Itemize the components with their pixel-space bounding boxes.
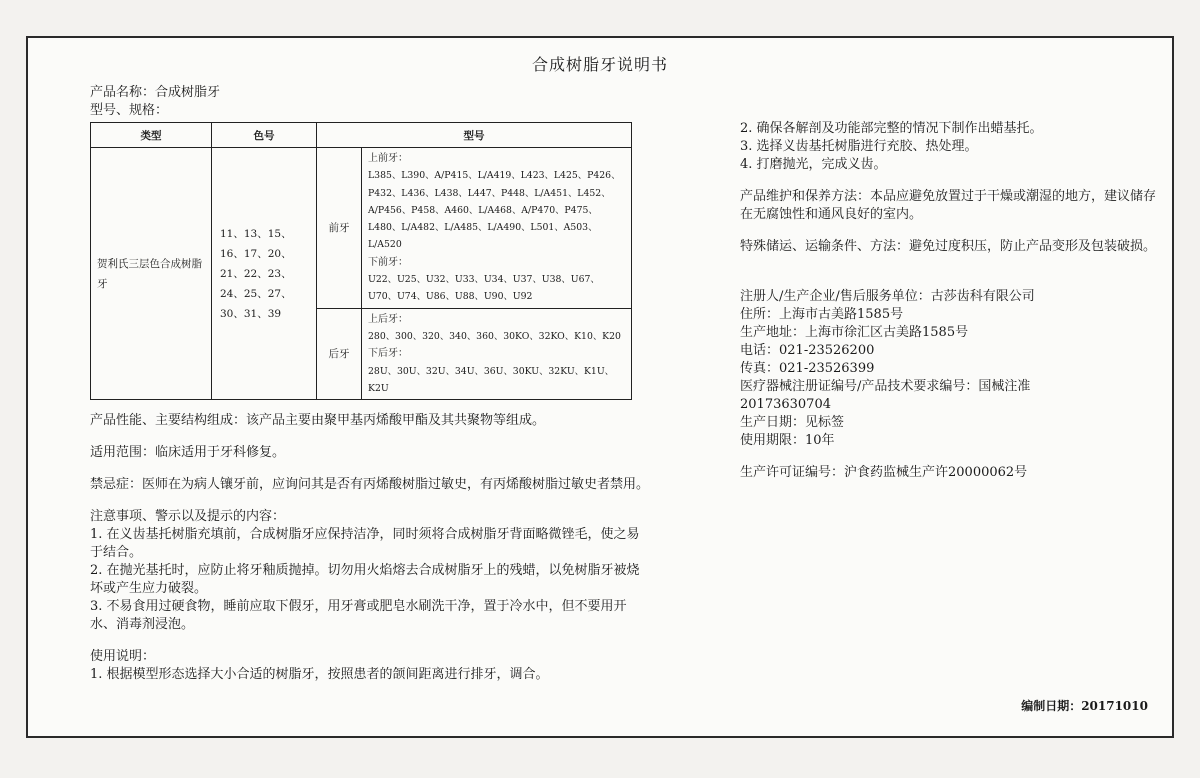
lower-back-models: 28U、30U、32U、34U、36U、30KU、32KU、K1U、K2U xyxy=(368,365,614,394)
usage-item: 1. 根据模型形态选择大小合适的树脂牙，按照患者的颌间距离进行排牙，调合。 xyxy=(90,667,549,683)
instruction-sheet xyxy=(26,36,1174,738)
note-item: 3. 不易食用过硬食物，睡前应取下假牙，用牙膏或肥皂水刷洗干净，置于冷水中，但不要用开水、消毒剂浸泡。 xyxy=(90,599,627,633)
left-column xyxy=(90,84,650,684)
notes-heading: 注意事项、警示以及提示的内容： xyxy=(90,509,286,525)
spacer xyxy=(740,224,1160,238)
spacer xyxy=(740,256,1160,288)
spacer xyxy=(90,494,650,508)
spec-table-header xyxy=(91,123,632,148)
expiry: 使用期限：10年 xyxy=(740,433,835,448)
spacer xyxy=(740,174,1160,188)
usage-heading: 使用说明： xyxy=(90,649,156,665)
maintenance-text: 产品维护和保养方法：本品应避免放置过于干燥或潮湿的地方，建议储存在无腐蚀性和通风良好的室内。 xyxy=(740,189,1157,222)
transport-text: 特殊储运、运输条件、方法：避免过度积压，防止产品变形及包装破损。 xyxy=(740,239,1157,254)
upper-front-models: L385、L390、A/P415、L/A419、L423、L425、P426、P432、L436、L438、L447、P448、L/A451、L452、A/P456、P458、A460、L/A468、A/P470、P475、L480、L/A482、L/A485、L/A490、L501、A503、L/A520 xyxy=(368,170,621,251)
registration-number: 20173630704 xyxy=(740,397,831,412)
upper-back-label: 上后牙： xyxy=(368,313,408,325)
contraindication-text: 禁忌症：医师在为病人镶牙前，应询问其是否有丙烯酸树脂过敏史，有丙烯酸树脂过敏史者禁用。 xyxy=(90,477,650,493)
header-model: 型号 xyxy=(317,123,632,148)
scope-text: 适用范围：临床适用于牙科修复。 xyxy=(90,445,286,461)
usage-item: 3. 选择义齿基托树脂进行充胶、热处理。 xyxy=(740,139,978,154)
registration-label: 医疗器械注册证编号/产品技术要求编号：国械注准 xyxy=(740,379,1031,394)
upper-back-models: 280、300、320、340、360、30KO、32KO、K10、K20 xyxy=(368,330,621,342)
back-teeth-label: 后牙 xyxy=(317,308,362,399)
spacer xyxy=(90,400,650,412)
production-address: 生产地址：上海市徐汇区古美路1585号 xyxy=(740,325,969,340)
note-item: 2. 在抛光基托时，应防止将牙釉质抛掉。切勿用火焰熔去合成树脂牙上的残蜡，以免树脂牙被烧坏或产生应力破裂。 xyxy=(90,563,640,597)
performance-text: 产品性能、主要结构组成：该产品主要由聚甲基丙烯酸甲酯及其共聚物等组成。 xyxy=(90,413,546,429)
usage-item: 2. 确保各解剖及功能部完整的情况下制作出蜡基托。 xyxy=(740,121,1043,136)
phone: 电话：021-23526200 xyxy=(740,343,875,358)
header-type: 类型 xyxy=(91,123,212,148)
front-teeth-label: 前牙 xyxy=(317,148,362,309)
registrant: 注册人/生产企业/售后服务单位：古莎齿科有限公司 xyxy=(740,289,1035,304)
lower-front-label: 下前牙： xyxy=(368,256,408,268)
spacer xyxy=(90,462,650,476)
header-color: 色号 xyxy=(212,123,317,148)
upper-front-label: 上前牙： xyxy=(368,153,408,164)
address: 住所：上海市古美路1585号 xyxy=(740,307,904,322)
back-teeth-models xyxy=(362,308,632,399)
document-title: 合成树脂牙说明书 xyxy=(531,55,668,74)
compile-date: 编制日期：20171010 xyxy=(1021,699,1148,713)
front-teeth-models xyxy=(362,148,632,309)
model-spec-label: 型号、规格： xyxy=(90,103,169,118)
fax: 传真：021-23526399 xyxy=(740,361,875,376)
table-row xyxy=(91,148,632,309)
spacer xyxy=(90,430,650,444)
usage-item: 4. 打磨抛光，完成义齿。 xyxy=(740,157,887,172)
product-name: 产品名称：合成树脂牙 xyxy=(90,85,221,100)
spacer xyxy=(90,634,650,648)
right-column xyxy=(740,120,1160,482)
spec-table xyxy=(90,122,632,400)
note-item: 1. 在义齿基托树脂充填前，合成树脂牙应保持洁净，同时须将合成树脂牙背面略微锉毛，使之易于结合。 xyxy=(90,527,640,561)
lower-back-label: 下后牙： xyxy=(368,348,408,360)
spacer xyxy=(740,450,1160,464)
production-date: 生产日期：见标签 xyxy=(740,415,845,430)
lower-front-models: U22、U25、U32、U33、U34、U37、U38、U67、U70、U74、U86、U88、U90、U92 xyxy=(368,274,600,303)
color-cell: 11、13、15、16、17、20、21、22、23、24、25、27、30、31、39 xyxy=(212,148,317,400)
production-license: 生产许可证编号：沪食药监械生产许20000062号 xyxy=(740,465,1028,480)
type-cell: 贺利氏三层色合成树脂牙 xyxy=(91,148,212,400)
